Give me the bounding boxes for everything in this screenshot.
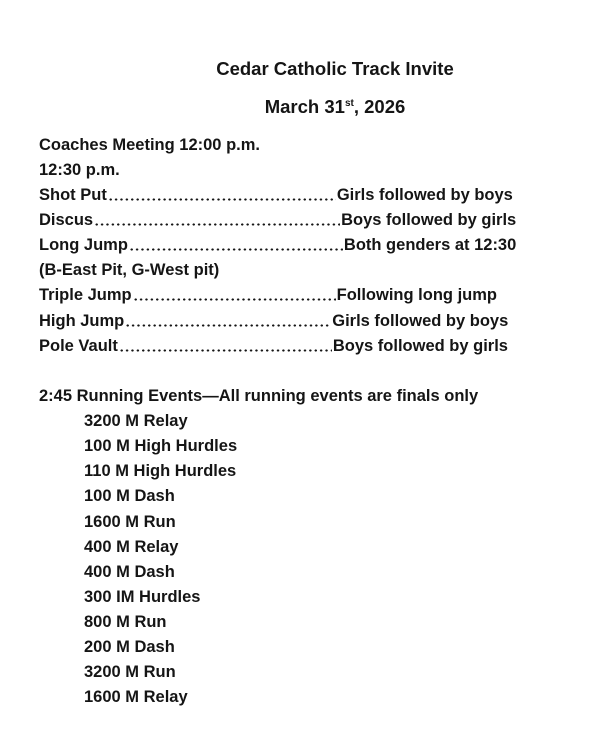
document-title: Cedar Catholic Track Invite xyxy=(216,58,454,79)
running-event: 200 M Dash xyxy=(84,638,175,656)
field-event-row xyxy=(39,336,508,356)
running-event: 1600 M Relay xyxy=(84,688,188,706)
running-event: 1600 M Run xyxy=(84,513,176,531)
running-event: 3200 M Run xyxy=(84,663,176,681)
date-suffix: st xyxy=(344,98,354,109)
running-event: 3200 M Relay xyxy=(84,412,188,430)
field-event-detail: Boys followed by girls xyxy=(341,211,517,229)
dot-leader xyxy=(119,349,332,352)
dot-leader xyxy=(108,198,336,201)
field-event-row xyxy=(39,311,508,331)
field-events-time: 12:30 p.m. xyxy=(39,161,120,179)
field-event-detail: Both genders at 12:30 xyxy=(343,236,517,254)
date-main: March 31 xyxy=(264,96,345,117)
dot-leader xyxy=(133,298,336,301)
field-event-name: Long Jump xyxy=(39,236,128,254)
field-event-row xyxy=(39,285,497,305)
field-event-name: Triple Jump xyxy=(39,286,132,304)
coaches-meeting: Coaches Meeting 12:00 p.m. xyxy=(39,136,260,154)
running-event: 100 M High Hurdles xyxy=(84,437,238,455)
event-date xyxy=(0,96,616,118)
field-event-name: High Jump xyxy=(39,312,125,330)
field-event-row xyxy=(39,185,513,205)
running-event: 300 IM Hurdles xyxy=(84,588,201,606)
dot-leader xyxy=(94,223,340,226)
date-year: , 2026 xyxy=(353,96,406,117)
field-event-name: Discus xyxy=(39,211,94,229)
field-event-detail: Girls followed by boys xyxy=(336,186,513,204)
field-event-detail: Following long jump xyxy=(336,286,497,304)
dot-leader xyxy=(125,324,331,327)
running-event: 110 M High Hurdles xyxy=(84,462,237,480)
dot-leader xyxy=(129,248,343,251)
field-event-name: Shot Put xyxy=(39,186,107,204)
field-event-detail: Boys followed by girls xyxy=(332,337,508,355)
running-event: 800 M Run xyxy=(84,613,167,631)
running-events-header: 2:45 Running Events—All running events are finals only xyxy=(39,387,479,405)
long-jump-note: (B-East Pit, G-West pit) xyxy=(39,261,220,279)
field-event-name: Pole Vault xyxy=(39,337,118,355)
running-event: 400 M Relay xyxy=(84,538,179,556)
running-event: 400 M Dash xyxy=(84,563,175,581)
field-event-row xyxy=(39,210,516,230)
running-event: 100 M Dash xyxy=(84,487,175,505)
field-event-row xyxy=(39,235,516,255)
field-event-detail: Girls followed by boys xyxy=(332,312,509,330)
